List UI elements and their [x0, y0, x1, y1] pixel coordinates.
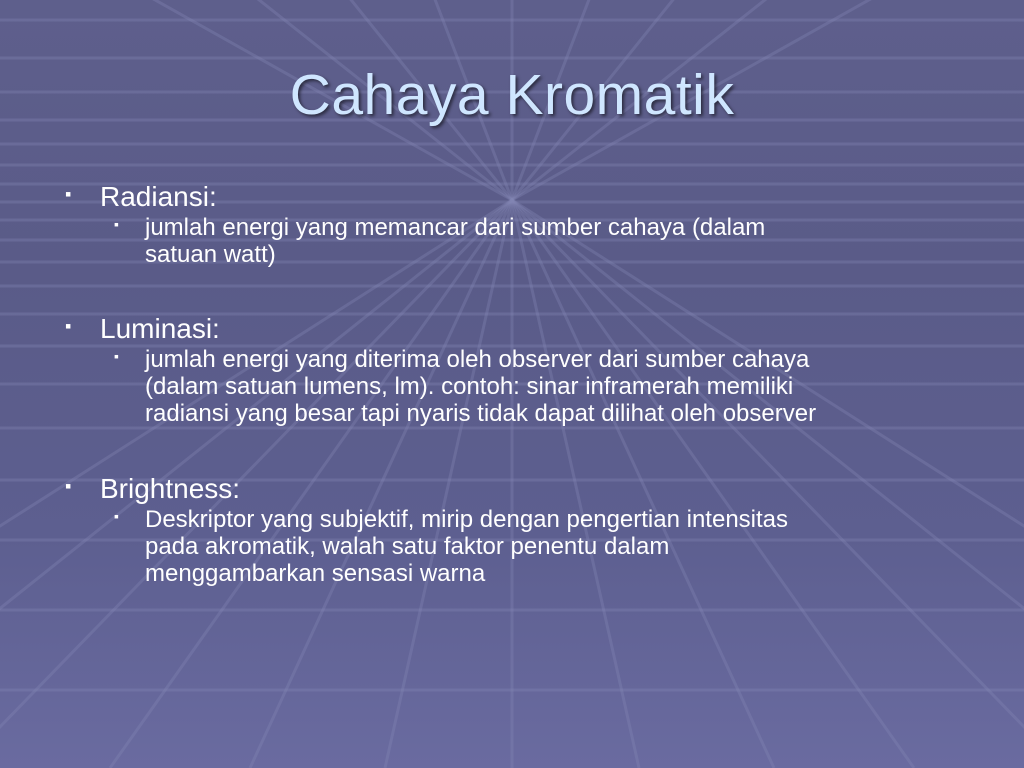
square-bullet-icon: ▪	[114, 508, 119, 524]
sub-bullet-text: jumlah energi yang diterima oleh observer dari sumber cahaya (dalam satuan lumens, lm). contoh: sinar inframerah memiliki radiansi yang besar tapi nyaris tidak dapat dilihat oleh observer	[145, 346, 817, 427]
sub-bullet-text: jumlah energi yang memancar dari sumber cahaya (dalam satuan watt)	[145, 214, 766, 268]
sub-bullet-item	[114, 214, 962, 268]
slide-title: Cahaya Kromatik	[289, 63, 735, 127]
square-bullet-icon: ▪	[65, 184, 72, 204]
square-bullet-icon: ▪	[65, 476, 72, 496]
sub-bullet-text: Deskriptor yang subjektif, mirip dengan pengertian intensitas pada akromatik, walah satu faktor penentu dalam menggambarkan sensasi warna	[145, 506, 789, 587]
bullet-heading: Radiansi:	[100, 181, 217, 212]
bullet-item	[62, 472, 962, 506]
bullet-heading: Luminasi:	[100, 313, 220, 344]
bullet-list	[62, 180, 962, 587]
bullet-group-brightness	[62, 472, 962, 587]
bullet-heading: Brightness:	[100, 473, 241, 504]
square-bullet-icon: ▪	[65, 316, 72, 336]
square-bullet-icon: ▪	[114, 216, 119, 232]
bullet-item	[62, 180, 962, 214]
square-bullet-icon: ▪	[114, 348, 119, 364]
bullet-group-luminasi	[62, 312, 962, 427]
bullet-item	[62, 312, 962, 346]
sub-bullet-item	[114, 506, 962, 587]
bullet-group-radiansi	[62, 180, 962, 268]
sub-bullet-item	[114, 346, 962, 427]
